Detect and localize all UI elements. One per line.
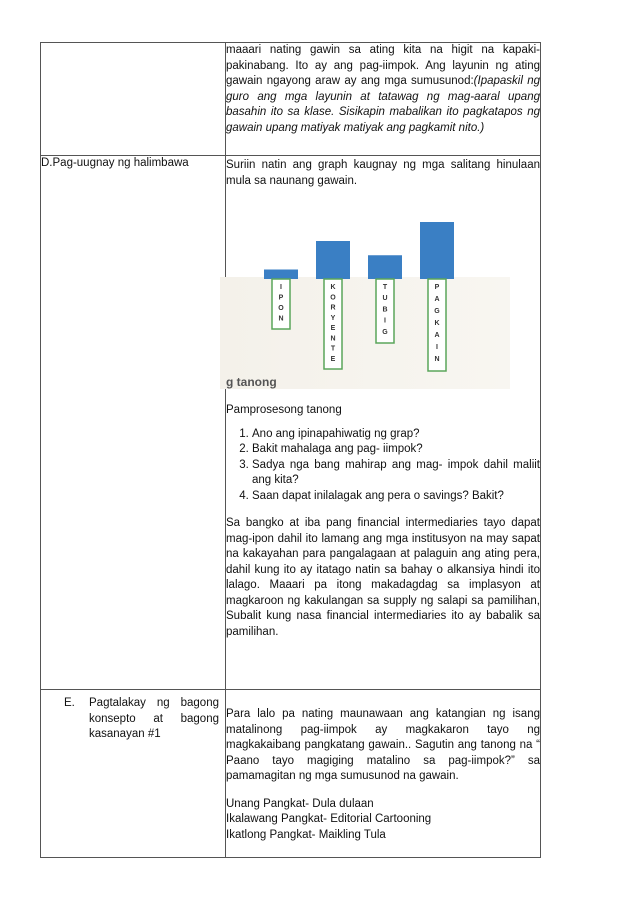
e-label-word: bagong (180, 697, 219, 709)
word-bar-chart (220, 217, 510, 389)
table-row-e (41, 690, 541, 858)
category-label: K O R Y E N T E (330, 284, 336, 363)
question-item: 3. Sadya nga bang mahirap ang mag- impok dahil maliit ang kita? (252, 458, 540, 489)
row-intro-left-cell (41, 43, 226, 156)
e-label-line-1 (89, 696, 219, 712)
intro-text: maaari nating gawin sa ating kita na higit na kapaki-pakinabang. Ito ay ang pag-iimpok. Ang layunin ng ating gawain ngayong araw ay ang mga sumusunod: (226, 44, 540, 87)
intro-paragraph (226, 43, 540, 136)
d-paragraph: Sa bangko at iba pang financial intermediaries tayo dapat mag-ipon dahil ito lamang ang mga institusyon na may sapat na kakayahan para pangalagaan at palaguin ang ating pera, dahil kung ito ay itatago natin sa bahay o alkansiya hindi ito lalago. Maaari pa itong makadagdag sa implasyon at magkaroon ng kakulangan sa supply ng salapi sa pamilihan, Subalit kung nasa financial intermediaries ito ay babalik sa pamilihan. (226, 517, 540, 638)
row-d-label: D.Pag-uugnay ng halimbawa (41, 156, 226, 690)
chart-svg (220, 217, 510, 389)
table-row-intro (41, 43, 541, 156)
lesson-plan-table (40, 42, 541, 858)
questions-list (226, 427, 540, 505)
row-e-label (41, 690, 226, 858)
intro-italic-note: (Ipapaskil ng guro ang mga layunin at tatawag ng mag-aaral upang basahin ito sa klase. Sisikapin mabalikan ito pagkatapos ng gawain upang matiyak matiyak ang pagkamit nito.) (226, 75, 540, 134)
e-paragraph: Para lalo pa nating maunawaan ang katangian ng isang matalinong pag-iimpok ay magkakaron tayo ng magkakaibang pangkatang gawain.. Sagutin ang tanong na “ Paano tayo magiging matalino sa pag-iimpok?” sa pamamagitan ng mga sumusunod na gawain. (226, 708, 540, 782)
e-number: E. (64, 697, 75, 709)
category-label: I P O N (278, 284, 284, 323)
bar-ipon (264, 270, 298, 280)
row-d-content (226, 156, 541, 690)
question-item: 1. Ano ang ipinapahiwatig ng grap? (252, 427, 540, 443)
d-intro-text: Suriin natin ang graph kaugnay ng mga salitang hinulaan mula sa naunang gawain. (226, 159, 540, 187)
table-row-d (41, 156, 541, 690)
row-intro-right-cell (226, 43, 541, 156)
chart-background (220, 277, 510, 389)
e-label-word: konsepto (89, 712, 136, 725)
e-label-word: at (153, 712, 163, 725)
questions-heading: Pamprosesong tanong (226, 404, 342, 416)
e-label-word: ng (156, 697, 170, 709)
group-item: Ikalawang Pangkat- Editorial Cartooning (226, 813, 432, 825)
bar-pagkain (420, 222, 454, 279)
e-label-word: Pagtalakay (89, 697, 146, 709)
chart-caption: g tanong (226, 375, 277, 389)
question-item: 2. Bakit mahalaga ang pag- iimpok? (252, 442, 540, 458)
e-label-word: bagong (180, 712, 219, 725)
group-item: Ikatlong Pangkat- Maikling Tula (226, 828, 386, 841)
bar-koryente (316, 241, 350, 279)
category-label: T U B I G (382, 284, 388, 336)
question-item: 4. Saan dapat inilalagak ang pera o savings? Bakit? (252, 489, 540, 505)
bar-tubig (368, 255, 402, 279)
row-e-content (226, 690, 541, 858)
e-label-line-3: kasanayan #1 (89, 728, 161, 740)
group-item: Unang Pangkat- Dula dulaan (226, 797, 374, 810)
category-label: P A G K A I N (434, 284, 440, 363)
e-label-line-2 (89, 712, 219, 728)
